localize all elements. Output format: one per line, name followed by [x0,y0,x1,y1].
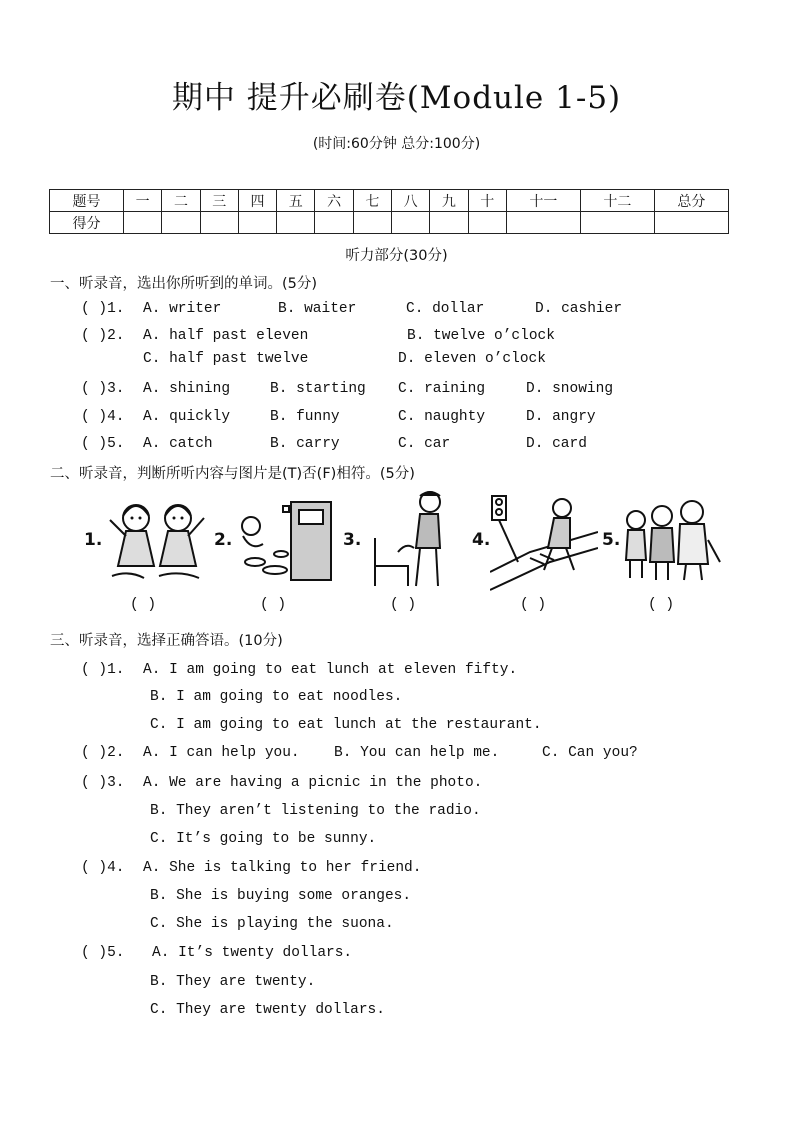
score-cell[interactable] [162,212,200,234]
s3-q3-option-b: B. They aren’t listening to the radio. [150,803,481,819]
header-cell: 七 [353,190,391,212]
score-cell[interactable] [353,212,391,234]
s1-q4-number[interactable]: ( )4. [81,409,125,425]
score-cell[interactable] [315,212,353,234]
child-eating-door-illustration [233,496,338,586]
score-table-score-row [50,212,729,234]
header-cell: 九 [430,190,468,212]
score-table-header-row [50,190,729,212]
header-cell: 一 [124,190,162,212]
section2-title: 二、听录音，判断所听内容与图片是(T)否(F)相符。(5分) [50,466,415,482]
s3-q4-option-a: A. She is talking to her friend. [143,860,422,876]
s1-q4-option-a: A. quickly [143,409,231,425]
s3-q5-option-c: C. They are twenty dollars. [150,1002,385,1018]
score-cell[interactable] [654,212,728,234]
score-cell[interactable] [277,212,315,234]
s3-q4-option-c: C. She is playing the suona. [150,916,394,932]
s1-q2-number[interactable]: ( )2. [81,328,125,344]
header-cell: 四 [238,190,276,212]
picture5-answer-blank[interactable]: ( ) [648,597,675,613]
s3-q5-option-a: A. It’s twenty dollars. [152,945,353,961]
s3-q5-number[interactable]: ( )5. [81,945,125,961]
picture2-answer-blank[interactable]: ( ) [260,597,287,613]
s3-q3-option-a: A. We are having a picnic in the photo. [143,775,483,791]
header-cell: 题号 [50,190,124,212]
s1-q2-option-a: A. half past eleven [143,328,309,344]
s1-q4-option-c: C. naughty [398,409,486,425]
s1-q1-option-a: A. writer [143,301,222,317]
s1-q5-option-a: A. catch [143,436,213,452]
s1-q5-number[interactable]: ( )5. [81,436,125,452]
s1-q1-option-b: B. waiter [278,301,357,317]
s1-q2-option-b: B. twelve o’clock [407,328,555,344]
section3-title: 三、听录音，选择正确答语。(10分) [50,633,283,649]
header-cell: 八 [391,190,429,212]
score-cell[interactable] [468,212,506,234]
header-cell: 五 [277,190,315,212]
boy-traffic-light-illustration [490,492,598,592]
s1-q1-number[interactable]: ( )1. [81,301,125,317]
s1-q5-option-d: D. card [526,436,587,452]
s1-q3-option-c: C. raining [398,381,486,397]
listening-part-heading: 听力部分(30分) [345,248,448,264]
score-cell[interactable] [200,212,238,234]
score-table [49,189,729,234]
page-title: 期中 提升必刷卷(Module 1-5) [171,80,622,116]
s3-q2-option-a: A. I can help you. [143,745,300,761]
family-group-illustration [620,500,724,582]
picture1-label: 1. [84,530,103,550]
s1-q5-option-c: C. car [398,436,451,452]
s3-q1-option-b: B. I am going to eat noodles. [150,689,403,705]
s1-q1-option-d: D. cashier [535,301,623,317]
s1-q5-option-b: B. carry [270,436,340,452]
s3-q1-option-a: A. I am going to eat lunch at eleven fifty. [143,662,518,678]
picture4-label: 4. [472,530,491,550]
header-cell: 十 [468,190,506,212]
header-cell: 六 [315,190,353,212]
picture3-label: 3. [343,530,362,550]
section1-title: 一、听录音，选出你所听到的单词。(5分) [50,276,318,292]
s1-q3-number[interactable]: ( )3. [81,381,125,397]
s3-q1-option-c: C. I am going to eat lunch at the restaurant. [150,717,542,733]
score-cell[interactable] [430,212,468,234]
picture3-answer-blank[interactable]: ( ) [390,597,417,613]
s3-q2-option-c: C. Can you? [542,745,638,761]
s1-q3-option-a: A. shining [143,381,231,397]
s3-q3-option-c: C. It’s going to be sunny. [150,831,377,847]
score-cell[interactable] [580,212,654,234]
s1-q3-option-b: B. starting [270,381,366,397]
picture1-answer-blank[interactable]: ( ) [130,597,157,613]
score-cell[interactable] [124,212,162,234]
children-raincoats-illustration [104,488,214,583]
s1-q1-option-c: C. dollar [406,301,485,317]
score-row-label: 得分 [50,212,124,234]
score-cell[interactable] [238,212,276,234]
s3-q4-number[interactable]: ( )4. [81,860,125,876]
header-cell: 十二 [580,190,654,212]
score-cell[interactable] [506,212,580,234]
s3-q5-option-b: B. They are twenty. [150,974,316,990]
s1-q3-option-d: D. snowing [526,381,614,397]
s1-q4-option-d: D. angry [526,409,596,425]
picture4-answer-blank[interactable]: ( ) [520,597,547,613]
s3-q2-option-b: B. You can help me. [334,745,500,761]
s3-q4-option-b: B. She is buying some oranges. [150,888,412,904]
header-cell: 三 [200,190,238,212]
exam-info: (时间:60分钟 总分:100分) [312,136,481,152]
s3-q3-number[interactable]: ( )3. [81,775,125,791]
s3-q2-number[interactable]: ( )2. [81,745,125,761]
header-cell: 总分 [654,190,728,212]
man-chair-illustration [370,488,460,588]
s1-q4-option-b: B. funny [270,409,340,425]
header-cell: 二 [162,190,200,212]
picture2-label: 2. [214,530,233,550]
s3-q1-number[interactable]: ( )1. [81,662,125,678]
s1-q2-option-c: C. half past twelve [143,351,309,367]
picture5-label: 5. [602,530,621,550]
score-cell[interactable] [391,212,429,234]
s1-q2-option-d: D. eleven o’clock [398,351,546,367]
header-cell: 十一 [506,190,580,212]
